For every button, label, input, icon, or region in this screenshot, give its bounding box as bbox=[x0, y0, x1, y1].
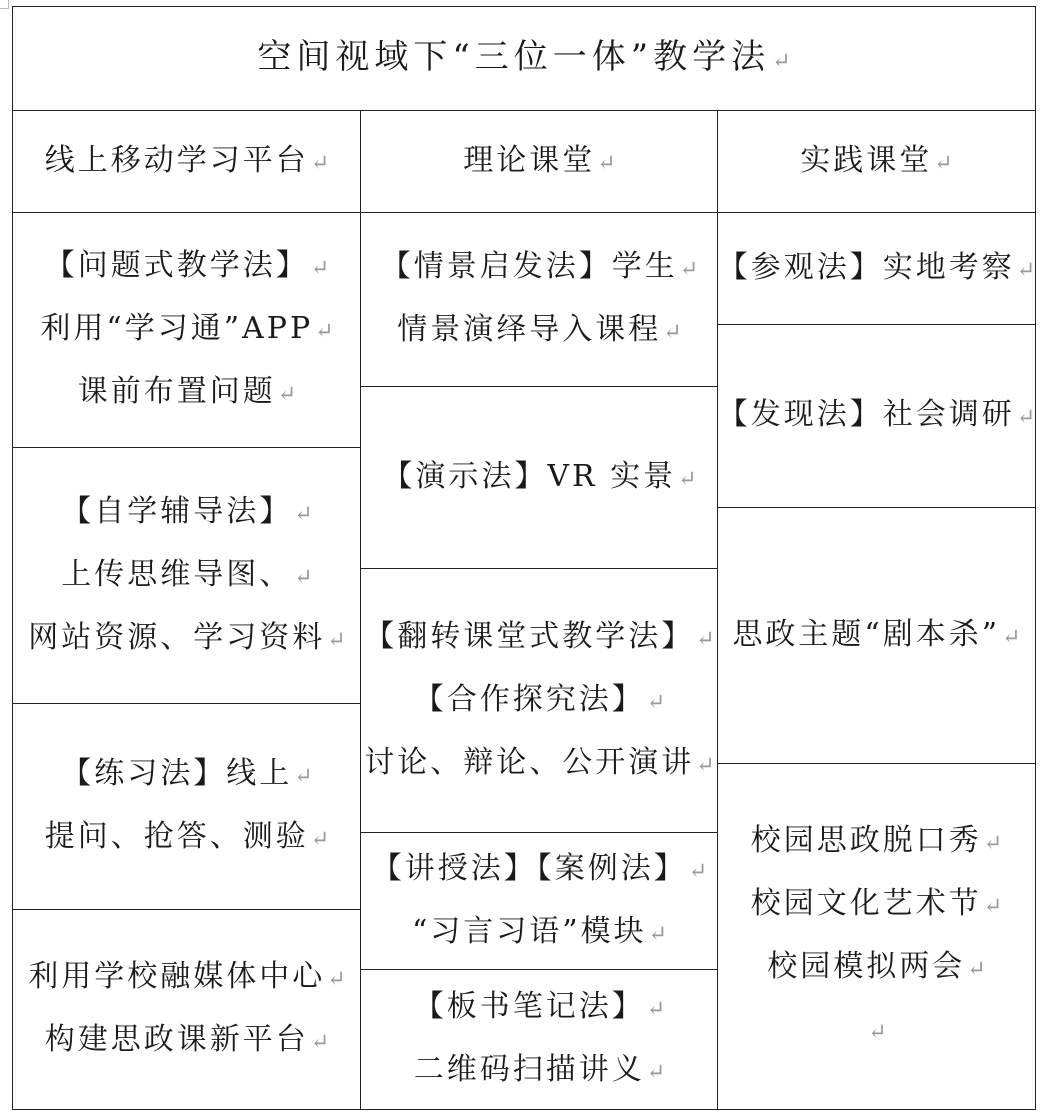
return-mark-icon: ↵ bbox=[294, 764, 313, 789]
return-mark-icon: ↵ bbox=[310, 256, 330, 281]
practice-cell-script-game: 思政主题“剧本杀”↵ bbox=[717, 507, 1036, 765]
return-mark-icon: ↵ bbox=[934, 150, 953, 176]
return-mark-icon: ↵ bbox=[983, 830, 1003, 856]
return-mark-icon: ↵ bbox=[868, 1019, 887, 1045]
return-mark-icon: ↵ bbox=[1002, 624, 1021, 650]
return-mark-icon: ↵ bbox=[678, 466, 697, 492]
return-mark-icon: ↵ bbox=[1016, 405, 1036, 430]
return-mark-icon: ↵ bbox=[310, 827, 330, 852]
return-mark-icon: ↵ bbox=[277, 382, 297, 407]
table-title: 空间视域下“三位一体”教学法↵ bbox=[257, 36, 791, 77]
online-cell-media-center: 利用学校融媒体中心↵ 构建思政课新平台↵ bbox=[12, 909, 362, 1110]
return-mark-icon: ↵ bbox=[688, 858, 708, 884]
header-theory-label: 理论课堂 bbox=[463, 142, 596, 178]
return-mark-icon: ↵ bbox=[646, 689, 666, 715]
practice-cell-discovery: 【发现法】社会调研↵ bbox=[717, 324, 1036, 509]
return-mark-icon: ↵ bbox=[597, 150, 616, 176]
return-mark-icon: ↵ bbox=[294, 564, 313, 590]
practice-cell-campus-events: 校园思政脱口秀↵ 校园文化艺术节↵ 校园模拟两会↵ ↵ bbox=[717, 763, 1036, 1110]
return-mark-icon: ↵ bbox=[646, 1059, 666, 1085]
return-mark-icon: ↵ bbox=[327, 627, 346, 653]
return-mark-icon: ↵ bbox=[648, 921, 668, 947]
return-mark-icon: ↵ bbox=[696, 626, 715, 652]
page-corner-mark bbox=[0, 0, 9, 9]
practice-cell-visit: 【参观法】实地考察↵ bbox=[717, 212, 1036, 326]
return-mark-icon: ↵ bbox=[663, 320, 682, 345]
teaching-method-table bbox=[12, 6, 1036, 1110]
online-cell-self-study: 【自学辅导法】↵ 上传思维导图、↵ 网站资源、学习资料↵ bbox=[12, 447, 362, 705]
return-mark-icon: ↵ bbox=[646, 996, 666, 1022]
header-practice bbox=[717, 110, 1036, 214]
header-practice-label: 实践课堂 bbox=[800, 142, 933, 178]
online-cell-questioning: 【问题式教学法】↵ 利用“学习通”APP↵ 课前布置问题↵ bbox=[12, 212, 362, 449]
return-mark-icon: ↵ bbox=[772, 48, 791, 74]
theory-cell-demo: 【演示法】VR 实景↵ bbox=[360, 386, 719, 570]
table-title-cell bbox=[12, 6, 1036, 112]
theory-cell-flipped: 【翻转课堂式教学法】↵ 【合作探究法】↵ 讨论、辩论、公开演讲↵ bbox=[360, 568, 719, 834]
return-mark-icon: ↵ bbox=[983, 893, 1003, 919]
return-mark-icon: ↵ bbox=[327, 966, 346, 992]
return-mark-icon: ↵ bbox=[310, 150, 330, 176]
return-mark-icon: ↵ bbox=[696, 752, 715, 778]
return-mark-icon: ↵ bbox=[1016, 257, 1036, 283]
header-online bbox=[12, 110, 362, 214]
theory-cell-lecture: 【讲授法】【案例法】↵ “习言习语”模块↵ bbox=[360, 832, 719, 971]
online-cell-practice: 【练习法】线上↵ 提问、抢答、测验↵ bbox=[12, 703, 362, 911]
theory-cell-scenario: 【情景启发法】学生↵ 情景演绎导入课程↵ bbox=[360, 212, 719, 388]
return-mark-icon: ↵ bbox=[679, 257, 699, 282]
return-mark-icon: ↵ bbox=[967, 956, 986, 982]
return-mark-icon: ↵ bbox=[294, 501, 313, 527]
return-mark-icon: ↵ bbox=[310, 1029, 330, 1055]
header-theory bbox=[360, 110, 719, 214]
theory-cell-notes: 【板书笔记法】↵ 二维码扫描讲义↵ bbox=[360, 969, 719, 1110]
return-mark-icon: ↵ bbox=[315, 319, 334, 344]
header-online-label: 线上移动学习平台 bbox=[44, 142, 309, 178]
